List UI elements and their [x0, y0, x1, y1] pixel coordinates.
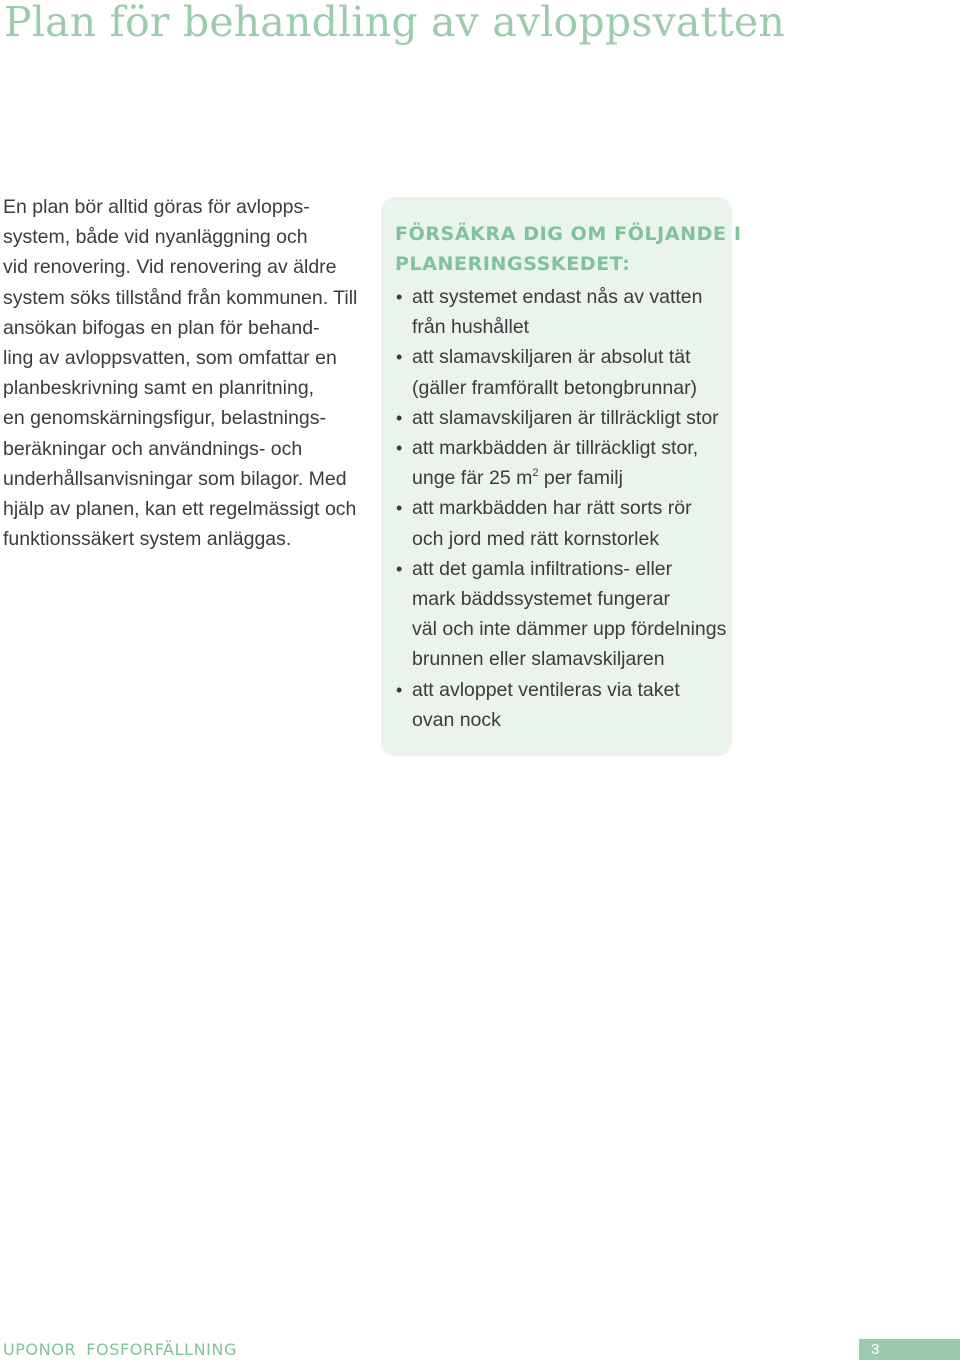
intro-line: En plan bör alltid göras för avlopps- — [3, 196, 310, 218]
checklist-item-line: brunnen eller slamavskiljaren — [412, 648, 665, 671]
checklist-item-line: att markbädden är tillräckligt stor, — [412, 437, 699, 460]
bullet-icon: • — [396, 498, 403, 519]
intro-line: ansökan bifogas en plan för behand- — [3, 316, 320, 339]
intro-line: funktionssäkert system anläggas. — [3, 528, 292, 551]
page-number: 3 — [871, 1341, 880, 1358]
checklist-item-line: och jord med rätt kornstorlek — [412, 527, 660, 550]
checklist-item — [381, 433, 732, 493]
checklist-item — [381, 675, 732, 735]
intro-paragraph — [3, 192, 358, 554]
checklist-heading-line: FÖRSÄKRA DIG OM FÖLJANDE I — [395, 223, 742, 245]
checklist-item-line: att avloppet ventileras via taket — [412, 678, 680, 701]
area-text-after: per familj — [538, 467, 623, 490]
planning-checklist-box — [381, 197, 742, 756]
page-number-bar — [859, 1339, 960, 1360]
intro-line: beräkningar och användnings- och — [3, 437, 303, 460]
intro-line: hjälp av planen, kan ett regelmässigt och — [3, 498, 357, 521]
checklist-item-line: att markbädden har rätt sorts rör — [412, 497, 692, 520]
bullet-icon: • — [396, 558, 403, 579]
area-superscript: 2 — [532, 467, 539, 480]
checklist-heading — [395, 219, 742, 279]
checklist-item — [381, 282, 732, 342]
checklist-heading-line: PLANERINGSSKEDET: — [395, 253, 631, 276]
checklist-item-line: från hushållet — [412, 316, 530, 339]
checklist-item — [381, 403, 732, 433]
checklist-item-line: (gäller framförallt betongbrunnar) — [412, 376, 698, 399]
footer-brand — [3, 1338, 237, 1362]
page-title: Plan för behandling av avloppsvatten — [4, 0, 785, 46]
bullet-icon: • — [396, 287, 403, 307]
intro-line: system, både vid nyanläggning och — [3, 226, 308, 249]
checklist-item-line: mark bäddssystemet fungerar — [412, 588, 670, 611]
intro-line: ling av avloppsvatten, som omfattar en — [3, 347, 337, 370]
intro-line: en genomskärningsfigur, belastnings- — [3, 407, 327, 430]
intro-line: system söks tillstånd från kommunen. Till — [3, 286, 358, 309]
intro-line: vid renovering. Vid renovering av äldre — [3, 256, 337, 279]
bullet-icon: • — [396, 347, 403, 368]
checklist-item-line: att slamavskiljaren är tillräckligt stor — [412, 406, 719, 429]
checklist-item-line: att slamavskiljaren är absolut tät — [412, 346, 691, 369]
footer-section-name: FOSFORFÄLLNING — [86, 1340, 238, 1359]
bullet-icon: • — [396, 438, 403, 459]
checklist-item-line: ovan nock — [412, 708, 501, 731]
checklist-item — [381, 493, 732, 553]
checklist — [381, 282, 732, 735]
checklist-item-line: att systemet endast nås av vatten — [412, 286, 703, 308]
checklist-item-line: väl och inte dämmer upp fördelnings — [412, 618, 727, 641]
checklist-item — [381, 554, 732, 675]
bullet-icon: • — [396, 407, 403, 428]
intro-line: underhållsanvisningar som bilagor. Med — [3, 467, 347, 490]
checklist-item-line: att det gamla infiltrations- eller — [412, 557, 673, 580]
area-text-before: unge fär 25 m — [412, 467, 533, 490]
checklist-item-area-line — [412, 463, 732, 493]
bullet-icon: • — [396, 679, 403, 700]
intro-line: planbeskrivning samt en planritning, — [3, 377, 315, 400]
footer-brand-name: UPONOR — [3, 1340, 77, 1359]
checklist-item — [381, 342, 732, 402]
